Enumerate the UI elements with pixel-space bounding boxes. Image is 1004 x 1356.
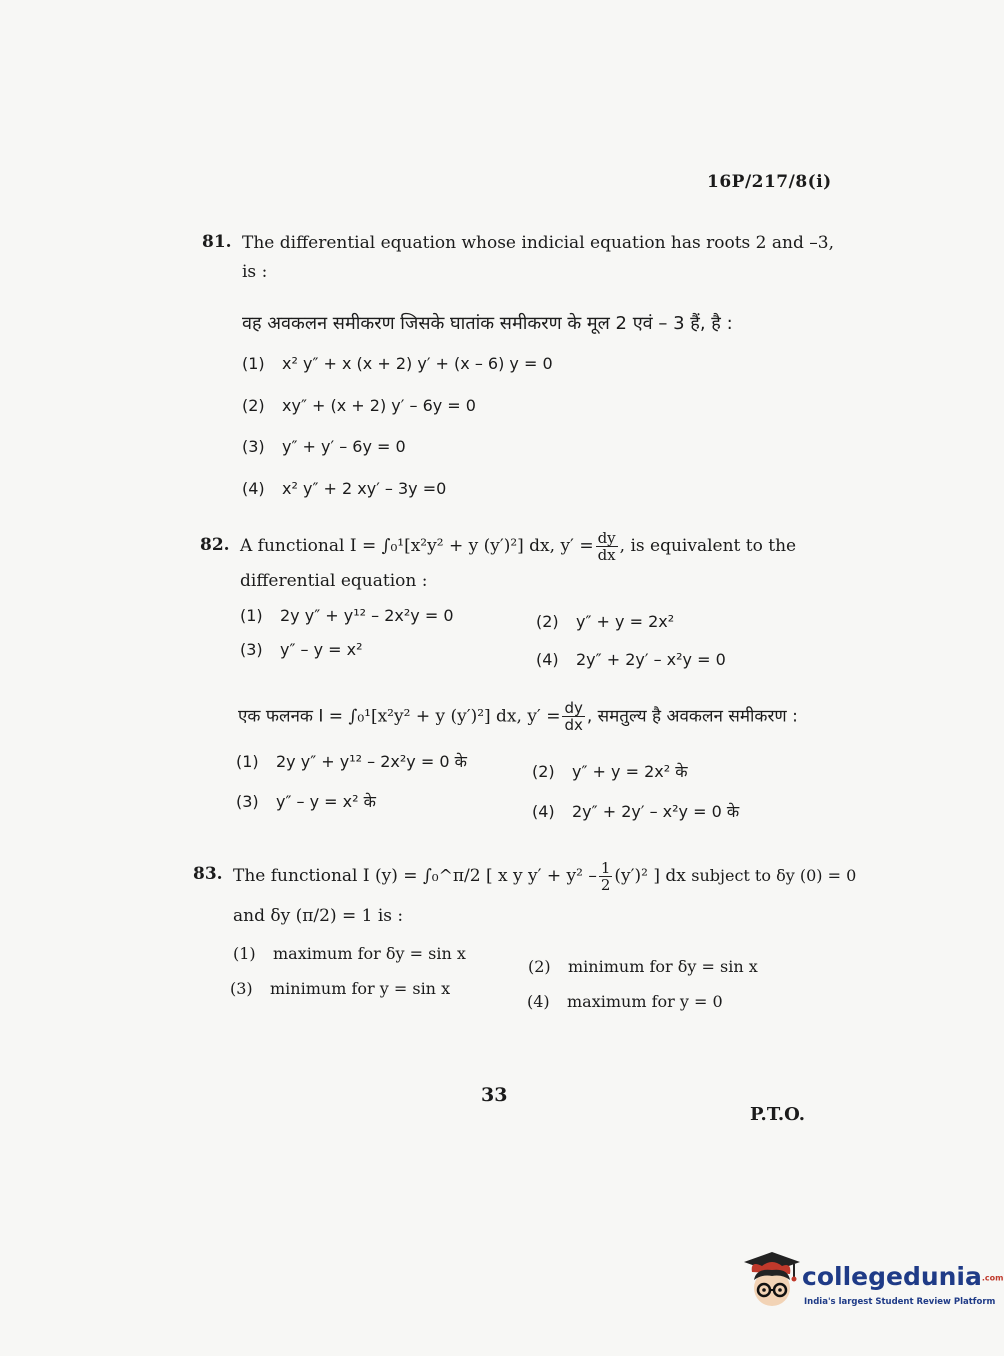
option-text: 2y y″ + y¹² – 2x²y = 0 के [276,752,467,771]
hindi-option-2 [532,760,688,782]
option-text: maximum for y = 0 [567,992,723,1011]
option-text: maximum for δy = sin x [273,944,466,963]
option-text: xy″ + (x + 2) y′ – 6y = 0 [282,396,476,415]
half-fraction: $\frac{1}{2}$ [600,859,611,894]
option-number: (3) [242,437,265,456]
page-number: 33 [481,1084,508,1106]
question-text-line2: is : [242,262,268,282]
option-text: y″ + y = 2x² [576,612,675,631]
derivative-fraction: $\frac{dy}{dx}$ [564,699,583,734]
logo-tagline: India's largest Student Review Platform [804,1297,996,1307]
option-3 [240,640,363,659]
option-number: (2) [528,957,551,976]
hindi-prefix: एक फलनक I = [238,706,344,727]
option-text: y″ – y = x² के [276,792,376,811]
question-text [233,860,856,893]
question-text-hindi: वह अवकलन समीकरण जिसके घातांक समीकरण के मूल 2 एवं – 3 हैं, है : [242,313,733,334]
option-3 [230,975,450,1003]
option-4 [536,650,726,669]
functional-integral: ∫₀^π/2 [ x y y′ + y² – [422,866,597,886]
option-4 [527,988,723,1016]
functional-prefix: The functional I (y) = [233,866,418,886]
question-number: 83. [193,864,223,884]
option-text: y″ + y = 2x² के [572,762,688,781]
option-text: x² y″ + x (x + 2) y′ + (x – 6) y = 0 [282,354,553,373]
functional-integral-tail: (y′)² ] dx [614,866,686,886]
collegedunia-logo [742,1250,1004,1320]
question-number: 81. [202,232,232,252]
option-3 [242,437,406,456]
option-number: (1) [242,354,265,373]
option-number: (4) [242,479,265,498]
pto-label: P.T.O. [750,1104,806,1125]
option-text: 2y y″ + y¹² – 2x²y = 0 [280,606,454,625]
functional-prefix: A functional I = [240,536,377,556]
option-text: 2y″ + 2y′ – x²y = 0 [576,650,726,669]
option-1 [233,940,466,968]
question-text-hindi [238,700,798,733]
option-text: x² y″ + 2 xy′ – 3y =0 [282,479,447,498]
option-1 [240,606,454,625]
option-text: minimum for δy = sin x [568,957,758,976]
option-number: (1) [236,752,259,771]
question-text [240,530,796,563]
option-number: (3) [230,979,253,998]
option-text: 2y″ + 2y′ – x²y = 0 के [572,802,740,821]
hindi-option-1 [236,750,467,772]
option-number: (3) [236,792,259,811]
option-text: minimum for y = sin x [270,979,451,998]
option-number: (2) [536,612,559,631]
question-text-line2: and δy (π/2) = 1 is : [233,906,404,926]
hindi-suffix: , समतुल्य है अवकलन समीकरण : [586,706,798,727]
question-number: 82. [200,535,230,555]
option-4 [242,479,446,498]
option-number: (2) [242,396,265,415]
hindi-option-3 [236,790,376,812]
question-text-line2: differential equation : [240,571,428,591]
option-text: y″ – y = x² [280,640,363,659]
question-text: The differential equation whose indicial equation has roots 2 and –3, [242,233,834,253]
paper-code: 16P/217/8(i) [707,172,832,192]
option-text: y″ + y′ – 6y = 0 [282,437,406,456]
option-2 [242,396,476,415]
option-number: (2) [532,762,555,781]
option-number: (1) [240,606,263,625]
option-2 [536,612,674,631]
option-2 [528,953,758,981]
option-1 [242,354,553,373]
option-number: (4) [527,992,550,1011]
option-number: (3) [240,640,263,659]
derivative-fraction: $\frac{dy}{dx}$ [597,529,616,564]
option-number: (4) [536,650,559,669]
option-number: (4) [532,802,555,821]
option-number: (1) [233,944,256,963]
mascot-icon [742,1250,802,1312]
logo-name: collegedunia.com [802,1262,1004,1291]
hindi-option-4 [532,800,739,822]
functional-integral: ∫₀¹[x²y² + y (y′)²] dx, y′ = [381,536,594,556]
functional-suffix: , is equivalent to the [619,536,797,556]
boundary-condition: subject to δy (0) = 0 [691,866,857,885]
hindi-integral: ∫₀¹[x²y² + y (y′)²] dx, y′ = [348,706,561,727]
